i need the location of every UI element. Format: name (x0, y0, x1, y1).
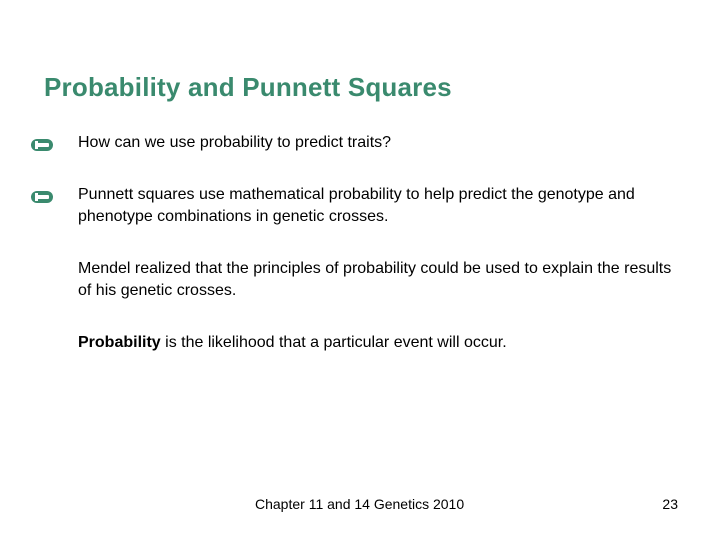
key-bullet-icon (30, 138, 54, 152)
definition-text: is the likelihood that a particular event will occur. (160, 334, 507, 351)
slide-title: Probability and Punnett Squares (44, 72, 452, 102)
slide-footer: Chapter 11 and 14 Genetics 2010 (255, 496, 465, 512)
page-number: 23 (662, 496, 678, 512)
bullet-text: Punnett squares use mathematical probability to help predict the genotype and phenotype combinations in genetic crosses. (78, 186, 635, 225)
bullet-text: How can we use probability to predict traits? (78, 134, 392, 151)
definition-paragraph (78, 332, 678, 354)
paragraph-text: Mendel realized that the principles of probability could be used to explain the results of his genetic crosses. (78, 260, 672, 299)
key-bullet-icon (30, 190, 54, 204)
definition-term: Probability (78, 334, 161, 351)
